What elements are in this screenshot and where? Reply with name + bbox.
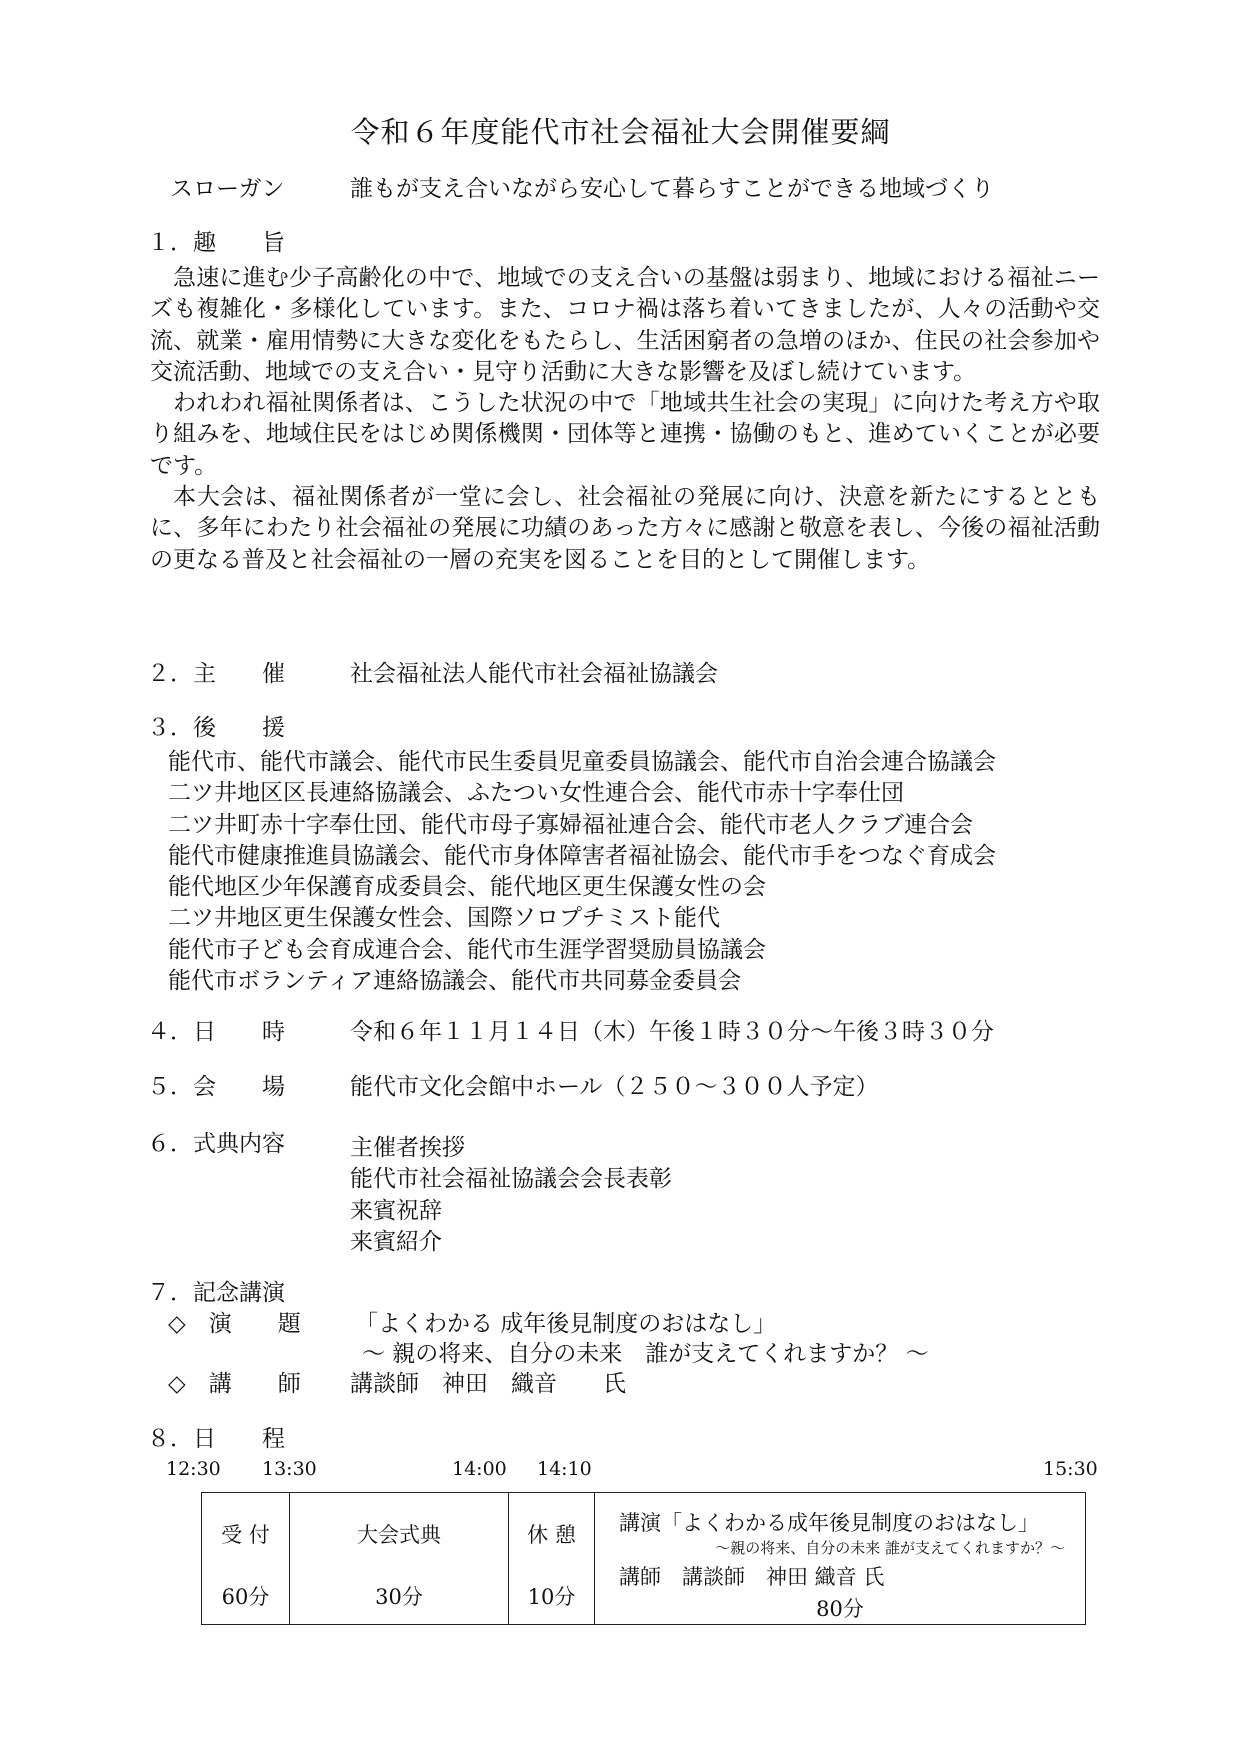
ceremony-list bbox=[350, 1133, 672, 1258]
schedule-cell-label: 大会式典 bbox=[357, 1523, 441, 1547]
section-heading-datetime: ４．日 時 bbox=[147, 1019, 285, 1045]
topic-value: 「よくわかる 成年後見制度のおはなし」 bbox=[355, 1311, 777, 1337]
schedule-time: 14:00 bbox=[452, 1458, 507, 1480]
support-line: 能代市子ども会育成連合会、能代市生涯学習奨励員協議会 bbox=[168, 936, 766, 963]
schedule-cell-ceremony bbox=[290, 1493, 509, 1625]
slogan-label: スローガン bbox=[170, 176, 285, 202]
lecture-lecturer: 講師 講談師 神田 織音 氏 bbox=[619, 1565, 885, 1589]
lecturer-value: 講談師 神田 織音 氏 bbox=[350, 1371, 626, 1397]
section-heading-venue: ５．会 場 bbox=[147, 1074, 285, 1100]
venue-value: 能代市文化会館中ホール（２５０～３００人予定） bbox=[350, 1074, 879, 1100]
schedule-cell-duration: 30分 bbox=[375, 1585, 423, 1609]
lecture-subtitle: ～親の将来、自分の未来 誰が支えてくれますか？～ bbox=[715, 1539, 1065, 1557]
support-line: 能代地区少年保護育成委員会、能代地区更生保護女性の会 bbox=[168, 874, 766, 901]
schedule-cell-lecture bbox=[595, 1493, 1086, 1625]
schedule-time: 14:10 bbox=[537, 1458, 592, 1480]
table-row bbox=[202, 1493, 1086, 1625]
organizer-value: 社会福祉法人能代市社会福祉協議会 bbox=[350, 661, 718, 687]
datetime-value: 令和６年１１月１４日（木）午後１時３０分～午後３時３０分 bbox=[350, 1019, 994, 1045]
section-heading-lecture: ７．記念講演 bbox=[147, 1280, 285, 1306]
schedule-cell-reception bbox=[202, 1493, 290, 1625]
support-line: 二ツ井町赤十字奉仕団、能代市母子寡婦福祉連合会、能代市老人クラブ連合会 bbox=[168, 811, 973, 838]
schedule-time: 13:30 bbox=[262, 1458, 317, 1480]
schedule-cell-break bbox=[509, 1493, 595, 1625]
section-heading-ceremony: ６．式典内容 bbox=[147, 1131, 285, 1157]
purpose-paragraphs bbox=[150, 263, 1100, 576]
support-line: 能代市、能代市議会、能代市民生委員児童委員協議会、能代市自治会連合協議会 bbox=[168, 749, 996, 775]
lecture-title: 講演「よくわかる成年後見制度のおはなし」 bbox=[619, 1511, 1039, 1535]
slogan-text: 誰もが支え合いながら安心して暮らすことができる地域づくり bbox=[350, 176, 994, 202]
support-list bbox=[168, 747, 996, 997]
schedule-cell-duration: 10分 bbox=[527, 1585, 576, 1609]
support-line: 能代市ボランティア連絡協議会、能代市共同募金委員会 bbox=[168, 968, 742, 995]
purpose-paragraph: われわれ福祉関係者は、こうした状況の中で「地域共生社会の実現」に向けた考え方や取り組みを、地域住民をはじめ関係機関・団体等と連携・協働のもと、進めていくことが必要です。 bbox=[150, 390, 1100, 479]
section-heading-schedule: ８．日 程 bbox=[147, 1426, 285, 1452]
schedule-time: 12:30 bbox=[166, 1458, 221, 1480]
ceremony-item: 能代市社会福祉協議会会長表彰 bbox=[350, 1166, 672, 1193]
support-line: 能代市健康推進員協議会、能代市身体障害者福祉協会、能代市手をつなぐ育成会 bbox=[168, 842, 996, 869]
purpose-paragraph: 本大会は、福祉関係者が一堂に会し、社会福祉の発展に向け、決意を新たにするとともに、多年にわたり社会福祉の発展に功績のあった方々に感謝と敬意を表し、今後の福祉活動の更なる普及と社会福祉の一層の充実を図ることを目的として開催します。 bbox=[150, 484, 1100, 573]
schedule-cell-label: 休 憩 bbox=[527, 1523, 576, 1547]
section-heading-support: ３．後 援 bbox=[147, 715, 285, 741]
schedule-time: 15:30 bbox=[1043, 1458, 1098, 1480]
support-line: 二ツ井地区区長連絡協議会、ふたつい女性連合会、能代市赤十字奉仕団 bbox=[168, 780, 904, 807]
schedule-cell-label: 受 付 bbox=[221, 1523, 270, 1547]
purpose-paragraph: 急速に進む少子高齢化の中で、地域での支え合いの基盤は弱まり、地域における福祉ニーズも複雑化・多様化しています。また、コロナ禍は落ち着いてきましたが、人々の活動や交流、就業・雇用情勢に大きな変化をもたらし、生活困窮者の急増のほか、住民の社会参加や交流活動、地域での支え合い・見守り活動に大きな影響を及ぼし続けています。 bbox=[150, 265, 1100, 385]
section-heading-organizer: ２．主 催 bbox=[147, 661, 285, 687]
schedule-table bbox=[201, 1492, 1086, 1625]
ceremony-item: 主催者挨拶 bbox=[350, 1135, 465, 1161]
schedule-cell-duration: 60分 bbox=[221, 1585, 270, 1609]
section-heading-purpose: １．趣 旨 bbox=[147, 230, 285, 256]
page-title: 令和６年度能代市社会福祉大会開催要綱 bbox=[350, 115, 891, 149]
lecture-duration: 80分 bbox=[816, 1597, 864, 1621]
ceremony-item: 来賓紹介 bbox=[350, 1228, 442, 1255]
topic-label: ◇ 演 題 bbox=[168, 1311, 301, 1337]
ceremony-item: 来賓祝辞 bbox=[350, 1197, 442, 1224]
support-line: 二ツ井地区更生保護女性会、国際ソロプチミスト能代 bbox=[168, 905, 720, 932]
topic-subtitle: ～ 親の将来、自分の未来 誰が支えてくれますか？ ～ bbox=[362, 1341, 929, 1367]
lecturer-label: ◇ 講 師 bbox=[168, 1371, 301, 1397]
